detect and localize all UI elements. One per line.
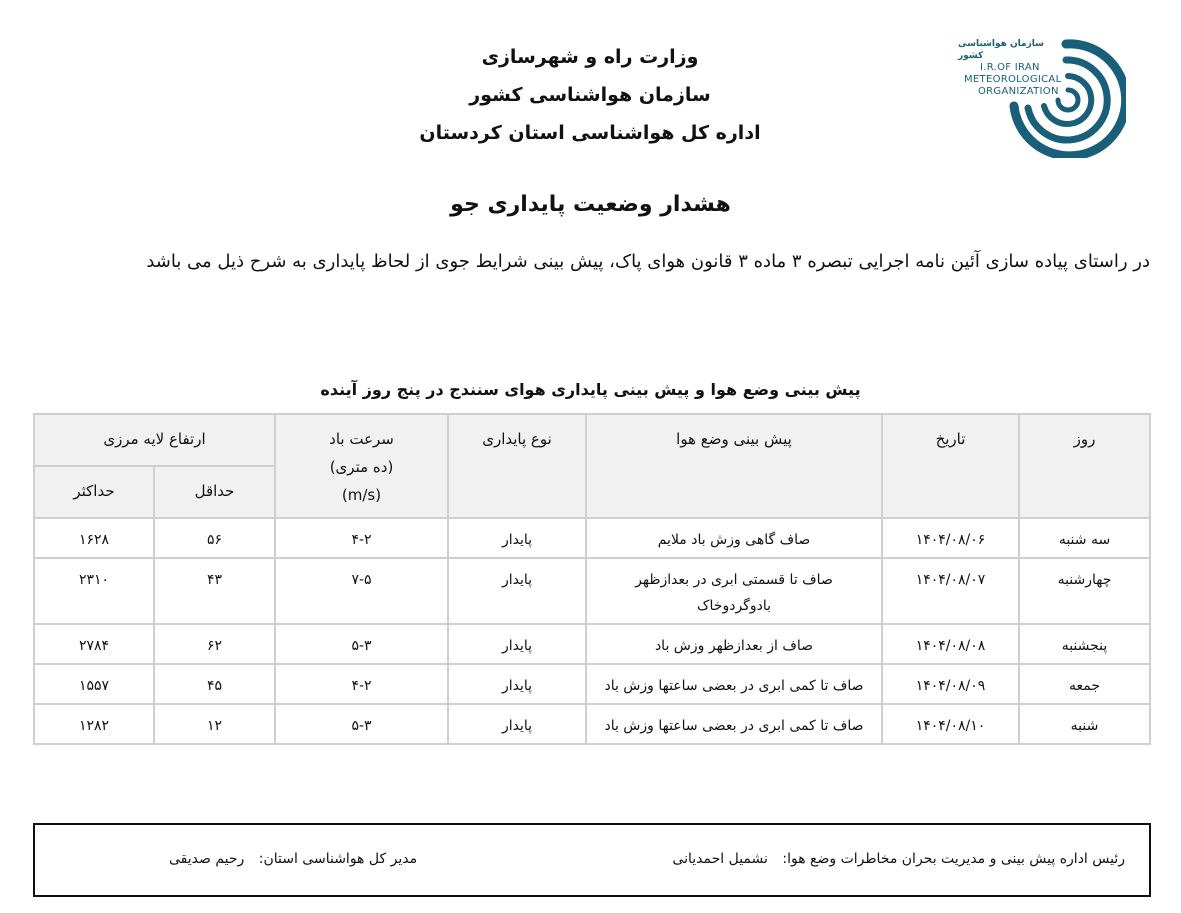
cell-day: چهارشنبه xyxy=(1019,558,1150,624)
cell-date: ۱۴۰۴/۰۸/۰۶ xyxy=(882,518,1019,558)
intro-paragraph: در راستای پیاده سازی آئین نامه اجرایی تبصره ۳ ماده ۳ قانون هوای پاک، پیش بینی شرایط جوی از لحاظ پایداری به شرح ذیل می باشد xyxy=(146,251,1150,272)
cell-min: ۶۲ xyxy=(154,624,275,664)
cell-date: ۱۴۰۴/۰۸/۰۷ xyxy=(882,558,1019,624)
signature-label: رئیس اداره پیش بینی و مدیریت بحران مخاطرات وضع هوا: xyxy=(782,851,1125,867)
cell-day: شنبه xyxy=(1019,704,1150,744)
cell-day: پنجشنبه xyxy=(1019,624,1150,664)
header-wind-line3: (m/s) xyxy=(341,486,382,504)
cell-forecast: صاف تا قسمتی ابری در بعدازظهر بادوگردوخاک xyxy=(586,558,882,624)
cell-stability: پایدار xyxy=(448,518,586,558)
ministry-name: وزارت راه و شهرسازی xyxy=(481,46,699,68)
cell-wind: ۴-۲ xyxy=(275,518,448,558)
table-title: پیش بینی وضع هوا و پیش بینی پایداری هوای سنندج در پنج روز آینده xyxy=(320,380,861,399)
cell-wind: ۷-۵ xyxy=(275,558,448,624)
table-row xyxy=(34,704,1150,744)
forecast-table xyxy=(33,413,1151,745)
signature-director-general xyxy=(169,851,417,867)
cell-max: ۲۷۸۴ xyxy=(34,624,154,664)
cell-date: ۱۴۰۴/۰۸/۰۸ xyxy=(882,624,1019,664)
table-row xyxy=(34,624,1150,664)
organization-logo xyxy=(950,36,1140,166)
header-boundary-layer: ارتفاع لایه مرزی xyxy=(34,414,275,466)
table-row xyxy=(34,558,1150,624)
header-date: تاریخ xyxy=(882,414,1019,518)
cell-day: سه شنبه xyxy=(1019,518,1150,558)
cell-date: ۱۴۰۴/۰۸/۰۹ xyxy=(882,664,1019,704)
cell-stability: پایدار xyxy=(448,558,586,624)
header-day: روز xyxy=(1019,414,1150,518)
table-row xyxy=(34,518,1150,558)
department-name: اداره کل هواشناسی استان کردستان xyxy=(419,122,761,144)
cell-min: ۴۳ xyxy=(154,558,275,624)
signature-forecast-head xyxy=(672,851,1125,867)
logo-en-line2: METEOROLOGICAL xyxy=(964,74,1062,85)
organization-name: سازمان هواشناسی کشور xyxy=(469,84,711,106)
logo-en-line3: ORGANIZATION xyxy=(978,86,1059,97)
cell-max: ۱۵۵۷ xyxy=(34,664,154,704)
cell-wind: ۴-۲ xyxy=(275,664,448,704)
logo-spiral-icon xyxy=(1006,36,1126,158)
cell-stability: پایدار xyxy=(448,704,586,744)
cell-day: جمعه xyxy=(1019,664,1150,704)
cell-forecast: صاف تا کمی ابری در بعضی ساعتها وزش باد xyxy=(586,664,882,704)
signature-label: مدیر کل هواشناسی استان: xyxy=(258,851,418,867)
header-max: حداکثر xyxy=(34,466,154,518)
signature-name: نشمیل احمدیانی xyxy=(672,851,768,867)
header-wind-line2: (ده متری) xyxy=(329,458,394,476)
header-stability: نوع پایداری xyxy=(448,414,586,518)
cell-wind: ۵-۳ xyxy=(275,704,448,744)
cell-max: ۱۶۲۸ xyxy=(34,518,154,558)
cell-min: ۱۲ xyxy=(154,704,275,744)
logo-en-line1: I.R.OF IRAN xyxy=(980,62,1040,73)
cell-min: ۴۵ xyxy=(154,664,275,704)
signature-box xyxy=(33,823,1151,897)
header-forecast: پیش بینی وضع هوا xyxy=(586,414,882,518)
cell-max: ۱۲۸۲ xyxy=(34,704,154,744)
document-title: هشدار وضعیت پایداری جو xyxy=(450,192,731,217)
signature-name: رحیم صدیقی xyxy=(169,851,245,867)
document-header xyxy=(300,38,880,152)
cell-max: ۲۳۱۰ xyxy=(34,558,154,624)
cell-stability: پایدار xyxy=(448,664,586,704)
header-wind xyxy=(275,414,448,518)
table-header-row xyxy=(34,414,1150,466)
cell-forecast: صاف از بعدازظهر وزش باد xyxy=(586,624,882,664)
cell-forecast: صاف تا کمی ابری در بعضی ساعتها وزش باد xyxy=(586,704,882,744)
logo-fa-text: سازمان هواشناسی کشور xyxy=(958,39,1045,61)
header-wind-line1: سرعت باد xyxy=(329,430,394,448)
cell-forecast: صاف گاهی وزش باد ملایم xyxy=(586,518,882,558)
cell-min: ۵۶ xyxy=(154,518,275,558)
table-row xyxy=(34,664,1150,704)
cell-wind: ۵-۳ xyxy=(275,624,448,664)
cell-date: ۱۴۰۴/۰۸/۱۰ xyxy=(882,704,1019,744)
cell-stability: پایدار xyxy=(448,624,586,664)
header-min: حداقل xyxy=(154,466,275,518)
